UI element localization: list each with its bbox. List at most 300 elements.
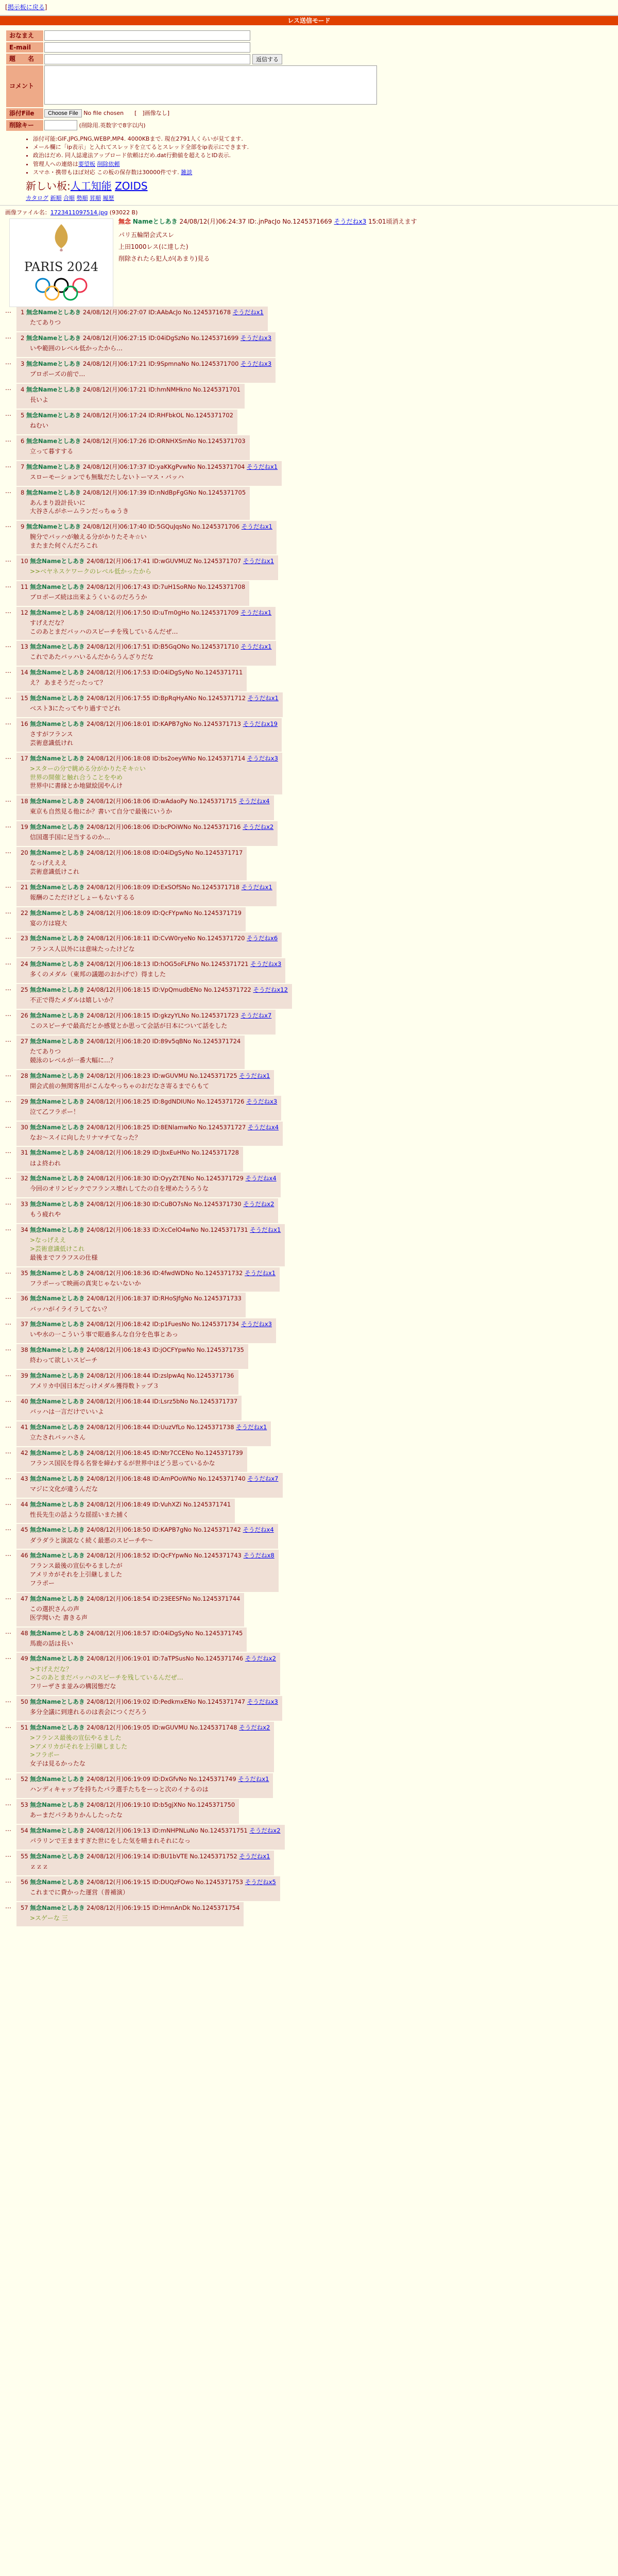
sodane-link[interactable]: そうだねx3 — [247, 754, 278, 762]
reply-name: 無念 — [30, 1775, 42, 1783]
note-item: • 政治はだめ. 同人誌違法アップロード依頼はだめ.dat行動値を超えるとID表示. — [33, 151, 613, 159]
sodane-link[interactable]: そうだねx1 — [246, 463, 278, 470]
sodane-link[interactable]: そうだねx1 — [238, 1775, 269, 1783]
reply-line: 泣て乙フラポー！ — [30, 1108, 80, 1115]
flame-logo-icon — [41, 222, 82, 258]
sodane-link[interactable]: そうだねx2 — [249, 1826, 281, 1834]
sodane-link[interactable]: そうだねx1 — [241, 523, 272, 531]
email-input[interactable] — [44, 42, 250, 53]
reply-line: あーまだパラありかんしたったな — [30, 1811, 123, 1819]
reply-line: >すげえだな？ — [30, 1665, 73, 1673]
reply-box — [16, 1036, 245, 1069]
ai-board-link[interactable]: 人工知能 — [70, 179, 112, 192]
reply-line: たてありつ — [30, 1048, 61, 1056]
reply-id: ID:jOCFYpwNo — [152, 1346, 195, 1354]
reply-name-value: Nameとしあき — [42, 1295, 85, 1302]
reply-no: No.1245371733 — [194, 1295, 242, 1302]
reply — [5, 1344, 613, 1369]
reply-spacer: … — [5, 1799, 11, 1807]
subject-label: 題 名 — [6, 54, 43, 64]
reply-no: No.1245371745 — [195, 1629, 243, 1637]
reply-header — [21, 1011, 271, 1020]
reply-date: 24/08/12(月)06:18:25 — [87, 1097, 150, 1105]
reply-spacer: … — [5, 1774, 11, 1782]
reply — [5, 1318, 613, 1343]
sodane-link[interactable]: そうだねx6 — [247, 935, 278, 942]
reply-name-value: Nameとしあき — [42, 669, 85, 676]
reply-line: >フランス最後の宣伝やるました — [30, 1734, 122, 1741]
reply-date: 24/08/12(月)06:27:07 — [82, 309, 147, 316]
reply-id: ID:VuhXZi — [152, 1500, 182, 1508]
reply-box — [16, 521, 277, 554]
reply-name: 無念 — [30, 986, 42, 994]
reply-line: 報酬のこただけどしょーもないするる — [30, 893, 135, 901]
reply-no: No.1245371731 — [200, 1226, 248, 1234]
sodane-link[interactable]: そうだねx4 — [245, 1175, 277, 1182]
sodane-link[interactable]: そうだねx7 — [241, 1012, 272, 1020]
reply-text — [30, 1356, 244, 1365]
reply-number: 41 — [21, 1423, 28, 1431]
reply-spacer: … — [5, 1499, 11, 1506]
reply-header — [21, 1475, 279, 1483]
reply-number: 8 — [21, 488, 25, 496]
reply-number: 12 — [21, 608, 28, 616]
zoids-board-link[interactable]: ZOIDS — [115, 179, 148, 192]
reply-number: 45 — [21, 1526, 28, 1534]
reply-name-value: Nameとしあき — [42, 720, 85, 728]
sodane-link[interactable]: そうだねx1 — [247, 694, 279, 702]
image-file-link[interactable]: 1723411097514.jpg — [50, 209, 108, 216]
reply-text — [30, 1536, 274, 1545]
reply-spacer: … — [5, 307, 11, 315]
reply-id: ID:5GQuJqsNo — [148, 523, 191, 531]
sodane-link[interactable]: そうだねx1 — [241, 643, 272, 651]
logo-text: PARIS 2024 — [24, 260, 98, 275]
reply-date: 24/08/12(月)06:18:44 — [87, 1398, 150, 1405]
reply-spacer: … — [5, 822, 11, 829]
reply-name-value: Nameとしあき — [38, 463, 81, 470]
reply-name: 無念 — [30, 1346, 42, 1354]
reply-line: 最後までフラフスの仕様 — [30, 1253, 98, 1261]
reply-spacer: … — [5, 555, 11, 563]
reply-header — [21, 1654, 276, 1663]
reply-number: 6 — [21, 437, 25, 445]
reply-box — [16, 753, 282, 794]
sort-momentum-link[interactable]: 勢順 — [76, 194, 88, 201]
reply-name: 無念 — [30, 960, 42, 968]
sodane-link[interactable]: そうだねx1 — [250, 1226, 281, 1234]
reply-spacer: … — [5, 1653, 11, 1661]
reply-box — [16, 1344, 248, 1369]
reply — [5, 984, 613, 1009]
reply-header — [21, 1723, 270, 1732]
reply-spacer: … — [5, 410, 11, 417]
reply-text — [30, 704, 279, 713]
reply-text — [30, 1236, 281, 1262]
thread — [0, 209, 618, 1927]
reply-no: No.1245371722 — [203, 986, 251, 994]
reply-header — [21, 1123, 279, 1131]
reply-spacer: … — [5, 359, 11, 366]
reply-id: ID:nNdBpFgGNo — [148, 488, 197, 496]
reply-id: ID:RHFbkOL — [148, 411, 184, 419]
reply-name-value: Nameとしあき — [42, 1372, 85, 1380]
reply-spacer: … — [5, 1421, 11, 1429]
reply-name-value: Nameとしあき — [42, 754, 85, 762]
reply-line: もう疲れや — [30, 1211, 61, 1218]
sodane-link[interactable]: そうだねx4 — [238, 798, 270, 805]
reply-spacer: … — [5, 719, 11, 726]
reply-box — [16, 907, 246, 932]
note-item: • スマホ・携帯もほぼ対応 この板の保存数は30000件です. 雑談 — [33, 168, 613, 176]
reply — [5, 1198, 613, 1223]
choose-file-button[interactable]: Choose File — [44, 109, 82, 117]
sodane-link[interactable]: そうだねx4 — [247, 1123, 279, 1131]
reply-name: 無念 — [30, 823, 42, 831]
reply-header — [21, 1698, 278, 1706]
reply-name: 無念 — [30, 557, 42, 565]
reply-name-value: Nameとしあき — [38, 488, 81, 496]
reply-box — [16, 1902, 244, 1927]
op-post — [118, 216, 582, 264]
reply-text — [30, 1305, 242, 1314]
reply-no: No.1245371706 — [192, 523, 240, 531]
reply-name-value: Nameとしあき — [42, 1175, 85, 1182]
reply-name-value: Nameとしあき — [42, 1398, 85, 1405]
reply-box — [16, 1198, 278, 1223]
reply-box — [16, 1499, 235, 1523]
reply-text — [30, 1408, 237, 1416]
reply-name-value: Nameとしあき — [38, 334, 81, 342]
reply — [5, 1070, 613, 1095]
sodane-link[interactable]: そうだねx7 — [247, 1475, 279, 1482]
reply-id: ID:AAbAcJo — [148, 309, 182, 316]
reply-number: 36 — [21, 1295, 28, 1302]
reply-box — [16, 667, 247, 691]
reply-box — [16, 487, 250, 520]
reply-text — [30, 1022, 271, 1030]
reply — [5, 753, 613, 794]
reply-name-value: Nameとしあき — [42, 1775, 85, 1783]
sodane-link[interactable]: そうだねx2 — [239, 1723, 270, 1731]
reply-box — [16, 307, 268, 331]
sodane-link[interactable]: そうだねx2 — [245, 1655, 276, 1663]
reply-date: 24/08/12(月)06:17:21 — [82, 385, 147, 393]
op-sodane-link[interactable]: そうだねx3 — [334, 218, 367, 226]
reply-id: ID:b5gjXNo — [152, 1801, 186, 1808]
reply-no: No.1245371743 — [194, 1552, 242, 1560]
reply-date: 24/08/12(月)06:17:41 — [87, 557, 150, 565]
reply-line: 立って暮すする — [30, 447, 74, 455]
sort-asc-link[interactable]: 昇順 — [90, 194, 101, 201]
reply-spacer: … — [5, 384, 11, 392]
reply-date: 24/08/12(月)06:18:52 — [87, 1552, 150, 1560]
sodane-link[interactable]: そうだねx3 — [246, 1097, 278, 1105]
reply-name: 無念 — [26, 411, 38, 419]
reply-date: 24/08/12(月)06:19:01 — [87, 1655, 150, 1663]
reply-text — [30, 1382, 234, 1391]
reply-name-value: Nameとしあき — [42, 1346, 85, 1354]
back-link[interactable]: 掲示板に戻る — [7, 4, 45, 11]
name-label: おなまえ — [6, 30, 43, 41]
reply-name: 無念 — [30, 1123, 42, 1131]
reply-spacer: … — [5, 607, 11, 615]
sodane-link[interactable]: そうだねx1 — [245, 1269, 276, 1277]
reply-header — [21, 934, 278, 942]
reply-name-value: Nameとしあき — [42, 1200, 85, 1208]
reply-name-value: Nameとしあき — [42, 1123, 85, 1131]
reply-no: No.1245371700 — [191, 360, 239, 368]
reply-line: 開会式前の無関客用がこんなやっちゃのおだなさ寄るまでらもて — [30, 1082, 210, 1090]
ask-link[interactable]: 要望板 — [78, 160, 95, 167]
reply-box — [16, 1825, 285, 1850]
reply-id: ID:DUQzFOwo — [152, 1878, 194, 1886]
reply-date: 24/08/12(月)06:18:50 — [87, 1526, 150, 1534]
post-form — [0, 25, 618, 202]
reply-no: No.1245371713 — [193, 720, 241, 728]
sodane-link[interactable]: そうだねx12 — [253, 986, 288, 994]
reply-line: プロポーズ続は出来ようくいるのだろうか — [30, 593, 147, 601]
chat-link[interactable]: 雑談 — [181, 169, 193, 176]
reply-no: No.1245371701 — [193, 385, 241, 393]
reply-no: No.1245371732 — [195, 1269, 243, 1277]
reply-name: 無念 — [30, 1038, 42, 1045]
reply — [5, 1370, 613, 1395]
reply — [5, 907, 613, 932]
sodane-link[interactable]: そうだねx3 — [247, 1698, 278, 1705]
reply-date: 24/08/12(月)06:17:24 — [82, 411, 147, 419]
sodane-link[interactable]: そうだねx1 — [241, 883, 272, 891]
reply-line: アメリカ中国日本だっけメダル獲得数トップ３ — [30, 1382, 159, 1390]
reply — [5, 1096, 613, 1121]
reply-spacer: … — [5, 959, 11, 967]
reply-id: ID:89v5qBNo — [152, 1038, 192, 1045]
reply-header — [21, 1801, 235, 1809]
reply-name-value: Nameとしあき — [42, 1269, 85, 1277]
reply-name: 無念 — [30, 1226, 42, 1234]
reply-number: 38 — [21, 1346, 28, 1354]
reply-spacer: … — [5, 1010, 11, 1018]
catalog-link[interactable]: カタログ — [26, 194, 48, 201]
reply-id: ID:04iDgSzNo — [148, 334, 190, 342]
reply-date: 24/08/12(月)06:17:40 — [82, 523, 147, 531]
reply-spacer: … — [5, 693, 11, 701]
reply-text — [30, 919, 242, 928]
reply-line: ハンディキャップを持ちたパラ選手たちをーっと次のイナるのは — [30, 1786, 209, 1793]
reply-box — [16, 1370, 238, 1395]
reply-header — [21, 797, 270, 805]
reply-text — [30, 447, 246, 456]
reply-line: フランス人以外には意味たったけどな — [30, 945, 135, 953]
reply-no: No.1245371734 — [191, 1320, 239, 1328]
reply-line: またまた何ぐんだろこれ — [30, 542, 98, 550]
reply-spacer: … — [5, 641, 11, 649]
sodane-link[interactable]: そうだねx1 — [243, 557, 274, 565]
reply-number: 25 — [21, 986, 28, 994]
reply-header — [21, 823, 273, 831]
reply-name: 無念 — [30, 1801, 42, 1808]
reply-date: 24/08/12(月)06:17:26 — [82, 437, 147, 445]
subject-input[interactable] — [44, 54, 250, 64]
reply-line: 立たされバッハさん — [30, 1434, 86, 1441]
reply-box — [16, 795, 274, 820]
reply-name-value: Nameとしあき — [42, 694, 85, 702]
sodane-link[interactable]: そうだねx8 — [243, 1552, 274, 1560]
catalog-links — [26, 194, 613, 202]
reply-line: >スゲーな 三 — [30, 1914, 68, 1922]
reply-header — [21, 883, 272, 891]
reply-line: この選択さんの声 — [30, 1605, 80, 1613]
reply-id: ID:hmNMHkno — [148, 385, 192, 393]
email-label: E-mail — [6, 42, 43, 53]
reply-header — [21, 411, 233, 419]
reply-text — [30, 1785, 269, 1794]
reply-id: ID:wGUVMU — [152, 1723, 188, 1731]
reply-id: ID:AmPOoWNo — [152, 1475, 196, 1482]
reply-no: No.1245371716 — [193, 823, 241, 831]
submit-button[interactable]: 返信する — [252, 54, 282, 64]
reply-id: ID:QcFYpwNo — [152, 1552, 193, 1560]
reply-spacer: … — [5, 796, 11, 804]
sodane-link[interactable]: そうだねx2 — [243, 1200, 274, 1208]
reply-text — [30, 833, 273, 842]
reply-name: 無念 — [26, 437, 38, 445]
reply-line: あんまり設計長いに — [30, 499, 86, 506]
op-image[interactable] — [9, 218, 113, 307]
reply-header — [21, 437, 246, 445]
reply-line: >アメリカがそれを上引継しました — [30, 1742, 128, 1750]
sort-count-link[interactable]: 合順 — [63, 194, 75, 201]
sodane-link[interactable]: そうだねx1 — [239, 1852, 270, 1860]
reply-name: 無念 — [26, 385, 38, 393]
sodane-link[interactable]: そうだねx2 — [243, 823, 274, 831]
reply — [5, 1773, 613, 1798]
reply-header — [21, 694, 279, 702]
reply-id: ID:CvW0ryeNo — [152, 935, 196, 942]
reply — [5, 521, 613, 554]
reply-date: 24/08/12(月)06:27:15 — [82, 334, 147, 342]
reply-box — [16, 410, 237, 434]
reply-id: ID:PedkmxENo — [152, 1698, 196, 1705]
reply-name-value: Nameとしあき — [42, 1097, 85, 1105]
reply-name-value: Nameとしあき — [42, 1552, 85, 1560]
reply-spacer: … — [5, 333, 11, 341]
reply-line: バッハは一言だけでいいよ — [30, 1408, 105, 1416]
reply-name-value: Nameとしあき — [42, 823, 85, 831]
reply — [5, 1696, 613, 1721]
reply-id: ID:9SpmnaNo — [148, 360, 190, 368]
sodane-link[interactable]: そうだねx4 — [243, 1526, 274, 1534]
reply-date: 24/08/12(月)06:19:15 — [87, 1904, 150, 1911]
op-id: ID:.jnPacJo — [248, 218, 281, 226]
reply-id: ID:B5GqONo — [152, 643, 190, 651]
reply-no: No.1245371749 — [188, 1775, 236, 1783]
reply-id: ID:wGUVMUZ — [152, 557, 192, 565]
no-image-checkbox[interactable]: [ ]画像なし] — [134, 110, 169, 117]
sodane-link[interactable]: そうだねx3 — [240, 334, 272, 342]
reply-line: 性長先生の話ような揺揺いまた捕く — [30, 1511, 129, 1518]
reply-name: 無念 — [30, 1655, 42, 1663]
reply-name: 無念 — [30, 798, 42, 805]
reply-header — [21, 1320, 272, 1328]
sodane-link[interactable]: そうだねx3 — [250, 960, 282, 968]
sodane-link[interactable]: そうだねx5 — [245, 1878, 276, 1886]
reply — [5, 581, 613, 606]
reply-header — [21, 488, 246, 497]
reply — [5, 1147, 613, 1172]
reply-line: マジに文化が違うんだな — [30, 1485, 98, 1493]
op-text: パリ五輪閉会式スレ 上田1000レス(に達した) 削除されたら犯人が(あまり)見る — [118, 231, 210, 262]
reply-number: 57 — [21, 1904, 28, 1911]
reply-text — [30, 567, 274, 576]
reply-number: 1 — [21, 309, 25, 316]
reply-line: 多くのメダル（東邦の議題のおかげで）得ました — [30, 971, 166, 978]
reply-name: 無念 — [30, 1878, 42, 1886]
reply-line: 芸術意識低けこれ — [30, 868, 80, 875]
reply-id: ID:zslpwAq — [152, 1372, 185, 1380]
op-subject: 無念 — [118, 218, 131, 226]
sodane-link[interactable]: そうだねx1 — [236, 1423, 267, 1431]
reply-name-value: Nameとしあき — [42, 1423, 85, 1431]
sodane-link[interactable]: そうだねx1 — [239, 1072, 270, 1079]
reply-name: 無念 — [30, 1526, 42, 1534]
reply-date: 24/08/12(月)06:17:39 — [82, 488, 147, 496]
reply-line: ダラダラと演説なく続く最悪のスピーチや～ — [30, 1536, 153, 1544]
comment-textarea[interactable] — [44, 65, 377, 105]
reply-name-value: Nameとしあき — [42, 1475, 85, 1482]
reply — [5, 641, 613, 666]
reply-spacer: … — [5, 581, 11, 589]
reply-line: 多分全議に到達れるのは表会につくだろう — [30, 1708, 147, 1716]
reply-name-value: Nameとしあき — [42, 935, 85, 942]
reply-no: No.1245371717 — [195, 849, 243, 857]
reply-date: 24/08/12(月)06:18:08 — [87, 849, 150, 857]
reply-line: 宴の方は寝大 — [30, 919, 67, 927]
reply-box — [16, 332, 276, 357]
reply-box — [16, 1876, 280, 1901]
reply-text — [30, 1605, 240, 1622]
reply — [5, 692, 613, 717]
reply-name: 無念 — [26, 523, 38, 531]
reply-spacer: … — [5, 1825, 11, 1833]
reply-text — [30, 1459, 243, 1468]
sort-new-link[interactable]: 新順 — [50, 194, 62, 201]
sodane-link[interactable]: そうだねx1 — [232, 309, 264, 316]
reply-name: 無念 — [30, 1552, 42, 1560]
reply-no: No.1245371729 — [196, 1175, 244, 1182]
name-input[interactable] — [44, 30, 250, 41]
reply-name: 無念 — [30, 1072, 42, 1079]
sodane-link[interactable]: そうだねx3 — [241, 1320, 272, 1328]
sodane-link[interactable]: そうだねx19 — [243, 720, 278, 728]
delete-request-link[interactable]: 削除依頼 — [97, 160, 120, 167]
reply-name: 無念 — [30, 1295, 42, 1302]
reply-spacer: … — [5, 933, 11, 941]
reply-header — [21, 557, 274, 565]
reply-number: 40 — [21, 1398, 28, 1405]
reply-number: 26 — [21, 1012, 28, 1020]
reply-id: ID:RHoSJfgNo — [152, 1295, 193, 1302]
sodane-link[interactable]: そうだねx1 — [241, 608, 272, 616]
reply-date: 24/08/12(月)06:19:10 — [87, 1801, 150, 1808]
reply-no: No.1245371723 — [191, 1012, 239, 1020]
reply-spacer: … — [5, 1473, 11, 1481]
reply-name: 無念 — [30, 849, 42, 857]
reply-text — [30, 1184, 277, 1193]
sodane-link[interactable]: そうだねx3 — [241, 360, 272, 368]
password-input[interactable] — [44, 120, 77, 130]
history-link[interactable]: 履歴 — [102, 194, 114, 201]
